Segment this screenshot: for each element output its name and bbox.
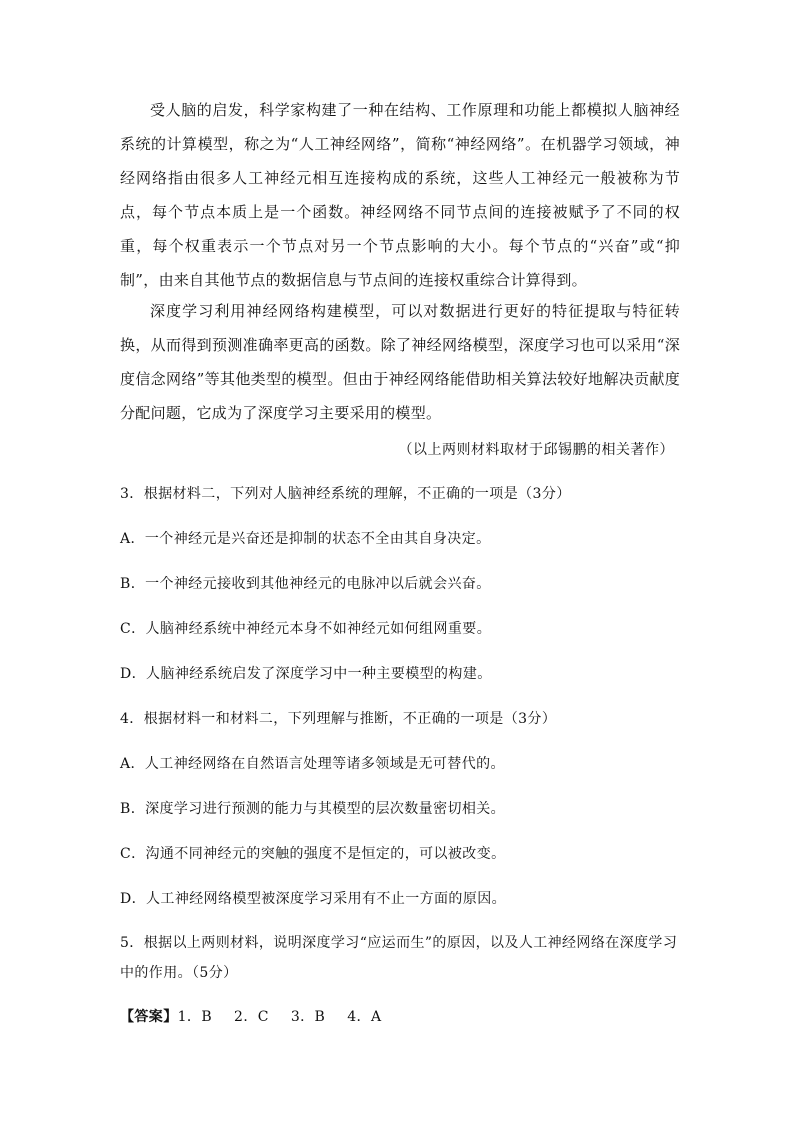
question-4-option-a: A．人工神经网络在自然语言处理等诸多领域是无可替代的。: [120, 756, 505, 772]
question-5-stem: 5．根据以上两则材料，说明深度学习“应运而生”的原因，以及人工神经网络在深度学习中的作用。（5分）: [120, 935, 678, 981]
answer-item-1: 1．B: [177, 1009, 213, 1025]
answer-key: [120, 1002, 680, 1032]
question-4-option-d: D．人工神经网络模型被深度学习采用有不止一方面的原因。: [120, 891, 507, 907]
question-4-option-c: C．沟通不同神经元的突触的强度不是恒定的，可以被改变。: [120, 846, 506, 862]
material-paragraph-2: 深度学习利用神经网络构建模型，可以对数据进行更好的特征提取与特征转换，从而得到预测准确率更高的函数。除了神经网络模型，深度学习也可以采用“深度信念网络”等其他类型的模型。但由于神经网络能借助相关算法较好地解决贡献度分配问题，它成为了深度学习主要采用的模型。: [120, 302, 680, 422]
question-3-option-d: D．人脑神经系统启发了深度学习中一种主要模型的构建。: [120, 666, 492, 682]
answer-item-3: 3．B: [290, 1009, 326, 1025]
answer-item-4: 4．A: [347, 1009, 382, 1025]
question-3-stem: 3．根据材料二，下列对人脑神经系统的理解，不正确的一项是（3分）: [120, 486, 571, 502]
answer-item-2: 2．C: [234, 1009, 269, 1025]
answer-label: 【答案】: [120, 1009, 178, 1025]
question-3-option-a: A．一个神经元是兴奋还是抑制的状态不全由其自身决定。: [120, 531, 491, 547]
question-4-stem: 4．根据材料一和材料二，下列理解与推断，不正确的一项是（3分）: [120, 711, 557, 727]
material-paragraph-1: 受人脑的启发，科学家构建了一种在结构、工作原理和功能上都模拟人脑神经系统的计算模型，称之为“人工神经网络”，简称“神经网络”。在机器学习领域，神经网络指由很多人工神经元相互连接构成的系统，这些人工神经元一般被称为节点，每个节点本质上是一个函数。神经网络不同节点间的连接被赋予了不同的权重，每个权重表示一个节点对另一个节点影响的大小。每个节点的“兴奋”或“抑制”，由来自其他节点的数据信息与节点间的连接权重综合计算得到。: [120, 101, 680, 289]
material-source-note: （以上两则材料取材于邱锡鹏的相关著作）: [398, 442, 674, 458]
question-4-option-b: B．深度学习进行预测的能力与其模型的层次数量密切相关。: [120, 801, 506, 817]
question-3-option-b: B．一个神经元接收到其他神经元的电脉冲以后就会兴奋。: [120, 576, 491, 592]
question-3-option-c: C．人脑神经系统中神经元本身不如神经元如何组网重要。: [120, 621, 492, 637]
